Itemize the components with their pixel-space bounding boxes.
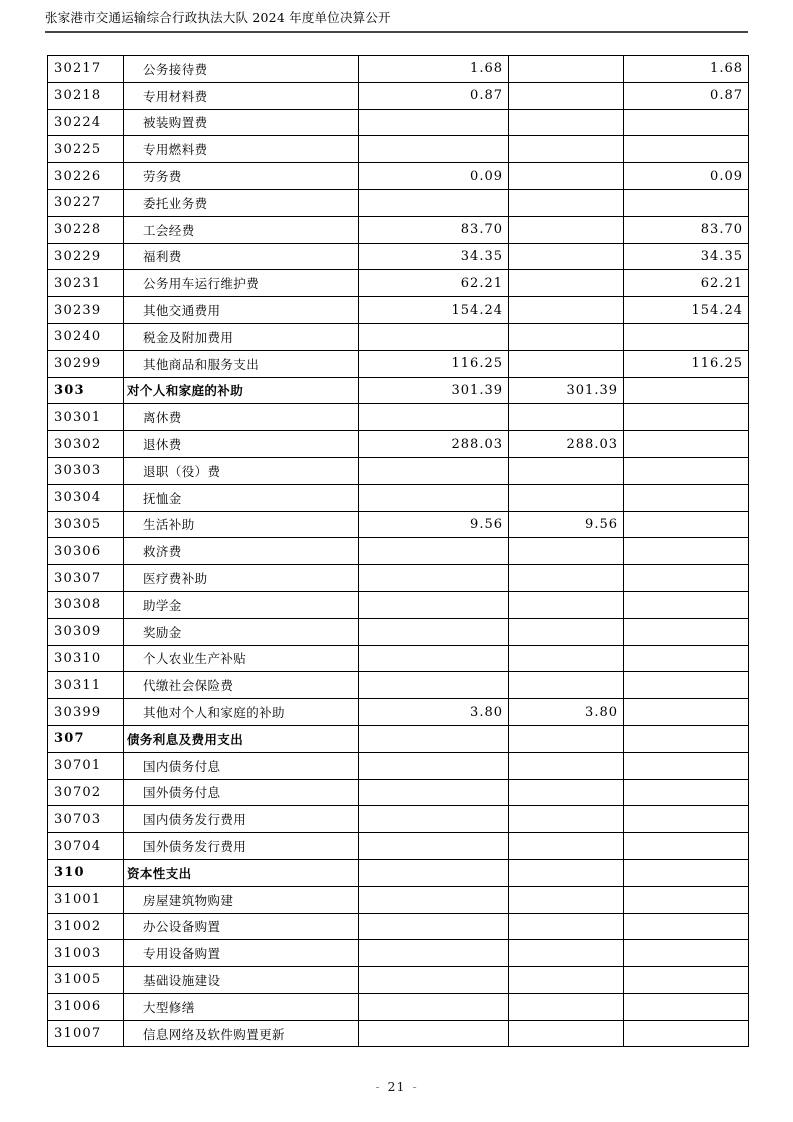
value3-cell (624, 752, 749, 779)
code-cell: 30224 (48, 109, 124, 136)
table-row (48, 82, 749, 109)
table-row (48, 457, 749, 484)
label-cell: 其他交通费用 (124, 297, 359, 324)
table-row (48, 270, 749, 297)
value3-cell (624, 323, 749, 350)
value2-cell (509, 56, 624, 83)
value3-cell (624, 886, 749, 913)
table-row (48, 538, 749, 565)
value2-cell (509, 243, 624, 270)
footer-dash-left: - (375, 1079, 381, 1094)
value2-cell (509, 725, 624, 752)
code-cell: 30301 (48, 404, 124, 431)
table-row (48, 940, 749, 967)
table-row (48, 886, 749, 913)
value1-cell (359, 752, 509, 779)
value1-cell (359, 618, 509, 645)
value3-cell (624, 806, 749, 833)
value2-cell (509, 591, 624, 618)
value3-cell (624, 1020, 749, 1047)
value2-cell (509, 886, 624, 913)
label-cell: 国外债务发行费用 (124, 833, 359, 860)
table-row (48, 56, 749, 83)
table-row (48, 833, 749, 860)
code-cell: 30308 (48, 591, 124, 618)
value2-cell (509, 565, 624, 592)
table-row (48, 484, 749, 511)
value3-cell: 0.09 (624, 163, 749, 190)
value3-cell (624, 538, 749, 565)
value1-cell (359, 859, 509, 886)
value3-cell (624, 484, 749, 511)
value3-cell (624, 618, 749, 645)
value1-cell (359, 457, 509, 484)
value3-cell (624, 109, 749, 136)
page-header (45, 10, 748, 33)
value3-cell: 1.68 (624, 56, 749, 83)
label-cell: 专用设备购置 (124, 940, 359, 967)
code-cell: 31002 (48, 913, 124, 940)
value1-cell: 301.39 (359, 377, 509, 404)
code-cell: 307 (48, 725, 124, 752)
value1-cell (359, 886, 509, 913)
value1-cell (359, 725, 509, 752)
label-cell: 债务利息及费用支出 (124, 725, 359, 752)
label-cell: 代缴社会保险费 (124, 672, 359, 699)
value1-cell: 1.68 (359, 56, 509, 83)
value1-cell: 0.09 (359, 163, 509, 190)
label-cell: 信息网络及软件购置更新 (124, 1020, 359, 1047)
value2-cell (509, 297, 624, 324)
value2-cell (509, 350, 624, 377)
value1-cell (359, 484, 509, 511)
value2-cell (509, 645, 624, 672)
code-cell: 30225 (48, 136, 124, 163)
table-row (48, 189, 749, 216)
table-row (48, 377, 749, 404)
value2-cell (509, 323, 624, 350)
value3-cell (624, 993, 749, 1020)
code-cell: 30704 (48, 833, 124, 860)
value2-cell (509, 538, 624, 565)
value2-cell (509, 859, 624, 886)
value2-cell (509, 216, 624, 243)
label-cell: 专用材料费 (124, 82, 359, 109)
label-cell: 奖励金 (124, 618, 359, 645)
value1-cell (359, 993, 509, 1020)
value1-cell (359, 833, 509, 860)
value2-cell (509, 993, 624, 1020)
value3-cell: 0.87 (624, 82, 749, 109)
value2-cell (509, 1020, 624, 1047)
expenditure-table (47, 55, 749, 1047)
value3-cell (624, 913, 749, 940)
code-cell: 30311 (48, 672, 124, 699)
value1-cell: 116.25 (359, 350, 509, 377)
label-cell: 国内债务付息 (124, 752, 359, 779)
table-row (48, 431, 749, 458)
label-cell: 离休费 (124, 404, 359, 431)
value1-cell (359, 109, 509, 136)
table-row (48, 163, 749, 190)
label-cell: 医疗费补助 (124, 565, 359, 592)
code-cell: 30310 (48, 645, 124, 672)
value2-cell (509, 163, 624, 190)
table-row (48, 752, 749, 779)
value2-cell (509, 806, 624, 833)
code-cell: 31003 (48, 940, 124, 967)
code-cell: 30702 (48, 779, 124, 806)
value1-cell (359, 940, 509, 967)
value1-cell: 34.35 (359, 243, 509, 270)
value1-cell (359, 913, 509, 940)
code-cell: 30227 (48, 189, 124, 216)
value3-cell: 83.70 (624, 216, 749, 243)
value1-cell: 9.56 (359, 511, 509, 538)
value3-cell (624, 833, 749, 860)
page-footer (0, 1079, 793, 1094)
value1-cell (359, 967, 509, 994)
table-row (48, 565, 749, 592)
value3-cell (624, 672, 749, 699)
table-row (48, 243, 749, 270)
value3-cell (624, 725, 749, 752)
table-row (48, 511, 749, 538)
code-cell: 30226 (48, 163, 124, 190)
code-cell: 303 (48, 377, 124, 404)
label-cell: 福利费 (124, 243, 359, 270)
value3-cell: 34.35 (624, 243, 749, 270)
table-row (48, 1020, 749, 1047)
table-row (48, 645, 749, 672)
value1-cell (359, 323, 509, 350)
value2-cell: 9.56 (509, 511, 624, 538)
value1-cell (359, 404, 509, 431)
value3-cell (624, 377, 749, 404)
label-cell: 税金及附加费用 (124, 323, 359, 350)
code-cell: 30240 (48, 323, 124, 350)
value2-cell (509, 618, 624, 645)
table-row (48, 109, 749, 136)
code-cell: 30303 (48, 457, 124, 484)
table-row (48, 779, 749, 806)
label-cell: 被装购置费 (124, 109, 359, 136)
label-cell: 对个人和家庭的补助 (124, 377, 359, 404)
value1-cell: 83.70 (359, 216, 509, 243)
code-cell: 30239 (48, 297, 124, 324)
label-cell: 资本性支出 (124, 859, 359, 886)
value3-cell (624, 591, 749, 618)
code-cell: 310 (48, 859, 124, 886)
code-cell: 30305 (48, 511, 124, 538)
code-cell: 31007 (48, 1020, 124, 1047)
value1-cell (359, 645, 509, 672)
code-cell: 31001 (48, 886, 124, 913)
code-cell: 30307 (48, 565, 124, 592)
label-cell: 办公设备购置 (124, 913, 359, 940)
label-cell: 劳务费 (124, 163, 359, 190)
value2-cell (509, 672, 624, 699)
value3-cell (624, 457, 749, 484)
value1-cell: 288.03 (359, 431, 509, 458)
value2-cell: 3.80 (509, 699, 624, 726)
label-cell: 工会经费 (124, 216, 359, 243)
table-row (48, 591, 749, 618)
value2-cell: 301.39 (509, 377, 624, 404)
value3-cell (624, 779, 749, 806)
page-number: 21 (387, 1079, 406, 1094)
code-cell: 30703 (48, 806, 124, 833)
code-cell: 31005 (48, 967, 124, 994)
value3-cell (624, 940, 749, 967)
label-cell: 专用燃料费 (124, 136, 359, 163)
value1-cell (359, 136, 509, 163)
value2-cell (509, 189, 624, 216)
table-row (48, 136, 749, 163)
value3-cell (624, 565, 749, 592)
code-cell: 30302 (48, 431, 124, 458)
value2-cell (509, 136, 624, 163)
label-cell: 个人农业生产补贴 (124, 645, 359, 672)
code-cell: 30217 (48, 56, 124, 83)
value2-cell (509, 270, 624, 297)
value3-cell: 116.25 (624, 350, 749, 377)
code-cell: 30399 (48, 699, 124, 726)
table-row (48, 672, 749, 699)
code-cell: 30309 (48, 618, 124, 645)
value2-cell (509, 484, 624, 511)
value3-cell (624, 136, 749, 163)
value2-cell (509, 404, 624, 431)
value3-cell (624, 645, 749, 672)
label-cell: 生活补助 (124, 511, 359, 538)
value3-cell (624, 859, 749, 886)
table-row (48, 699, 749, 726)
table-row (48, 297, 749, 324)
value1-cell (359, 779, 509, 806)
value3-cell: 62.21 (624, 270, 749, 297)
value1-cell: 62.21 (359, 270, 509, 297)
value3-cell (624, 431, 749, 458)
table-row (48, 806, 749, 833)
table-row (48, 350, 749, 377)
code-cell: 30231 (48, 270, 124, 297)
label-cell: 房屋建筑物购建 (124, 886, 359, 913)
label-cell: 助学金 (124, 591, 359, 618)
label-cell: 公务接待费 (124, 56, 359, 83)
code-cell: 30304 (48, 484, 124, 511)
value2-cell (509, 457, 624, 484)
value1-cell (359, 591, 509, 618)
value2-cell (509, 752, 624, 779)
value1-cell: 154.24 (359, 297, 509, 324)
table-row (48, 913, 749, 940)
label-cell: 抚恤金 (124, 484, 359, 511)
code-cell: 31006 (48, 993, 124, 1020)
code-cell: 30229 (48, 243, 124, 270)
value1-cell (359, 538, 509, 565)
value2-cell (509, 967, 624, 994)
label-cell: 救济费 (124, 538, 359, 565)
label-cell: 委托业务费 (124, 189, 359, 216)
value1-cell (359, 672, 509, 699)
value3-cell (624, 511, 749, 538)
table-row (48, 725, 749, 752)
label-cell: 其他对个人和家庭的补助 (124, 699, 359, 726)
label-cell: 其他商品和服务支出 (124, 350, 359, 377)
value3-cell (624, 189, 749, 216)
value2-cell (509, 833, 624, 860)
value1-cell: 0.87 (359, 82, 509, 109)
code-cell: 30306 (48, 538, 124, 565)
value1-cell: 3.80 (359, 699, 509, 726)
document-title: 张家港市交通运输综合行政执法大队 2024 年度单位决算公开 (45, 10, 391, 25)
table-body (48, 56, 749, 1047)
value2-cell (509, 109, 624, 136)
table-row (48, 993, 749, 1020)
value1-cell (359, 565, 509, 592)
footer-dash-right: - (412, 1079, 418, 1094)
label-cell: 基础设施建设 (124, 967, 359, 994)
table-row (48, 859, 749, 886)
value1-cell (359, 189, 509, 216)
label-cell: 国外债务付息 (124, 779, 359, 806)
value2-cell (509, 779, 624, 806)
label-cell: 大型修缮 (124, 993, 359, 1020)
value2-cell (509, 913, 624, 940)
table-row (48, 404, 749, 431)
table-row (48, 967, 749, 994)
code-cell: 30701 (48, 752, 124, 779)
table-row (48, 323, 749, 350)
table-row (48, 216, 749, 243)
label-cell: 退职（役）费 (124, 457, 359, 484)
value3-cell (624, 699, 749, 726)
code-cell: 30299 (48, 350, 124, 377)
value3-cell (624, 967, 749, 994)
value1-cell (359, 1020, 509, 1047)
label-cell: 国内债务发行费用 (124, 806, 359, 833)
code-cell: 30218 (48, 82, 124, 109)
value2-cell (509, 940, 624, 967)
value3-cell (624, 404, 749, 431)
value2-cell (509, 82, 624, 109)
value1-cell (359, 806, 509, 833)
label-cell: 退休费 (124, 431, 359, 458)
label-cell: 公务用车运行维护费 (124, 270, 359, 297)
value3-cell: 154.24 (624, 297, 749, 324)
table-row (48, 618, 749, 645)
value2-cell: 288.03 (509, 431, 624, 458)
code-cell: 30228 (48, 216, 124, 243)
